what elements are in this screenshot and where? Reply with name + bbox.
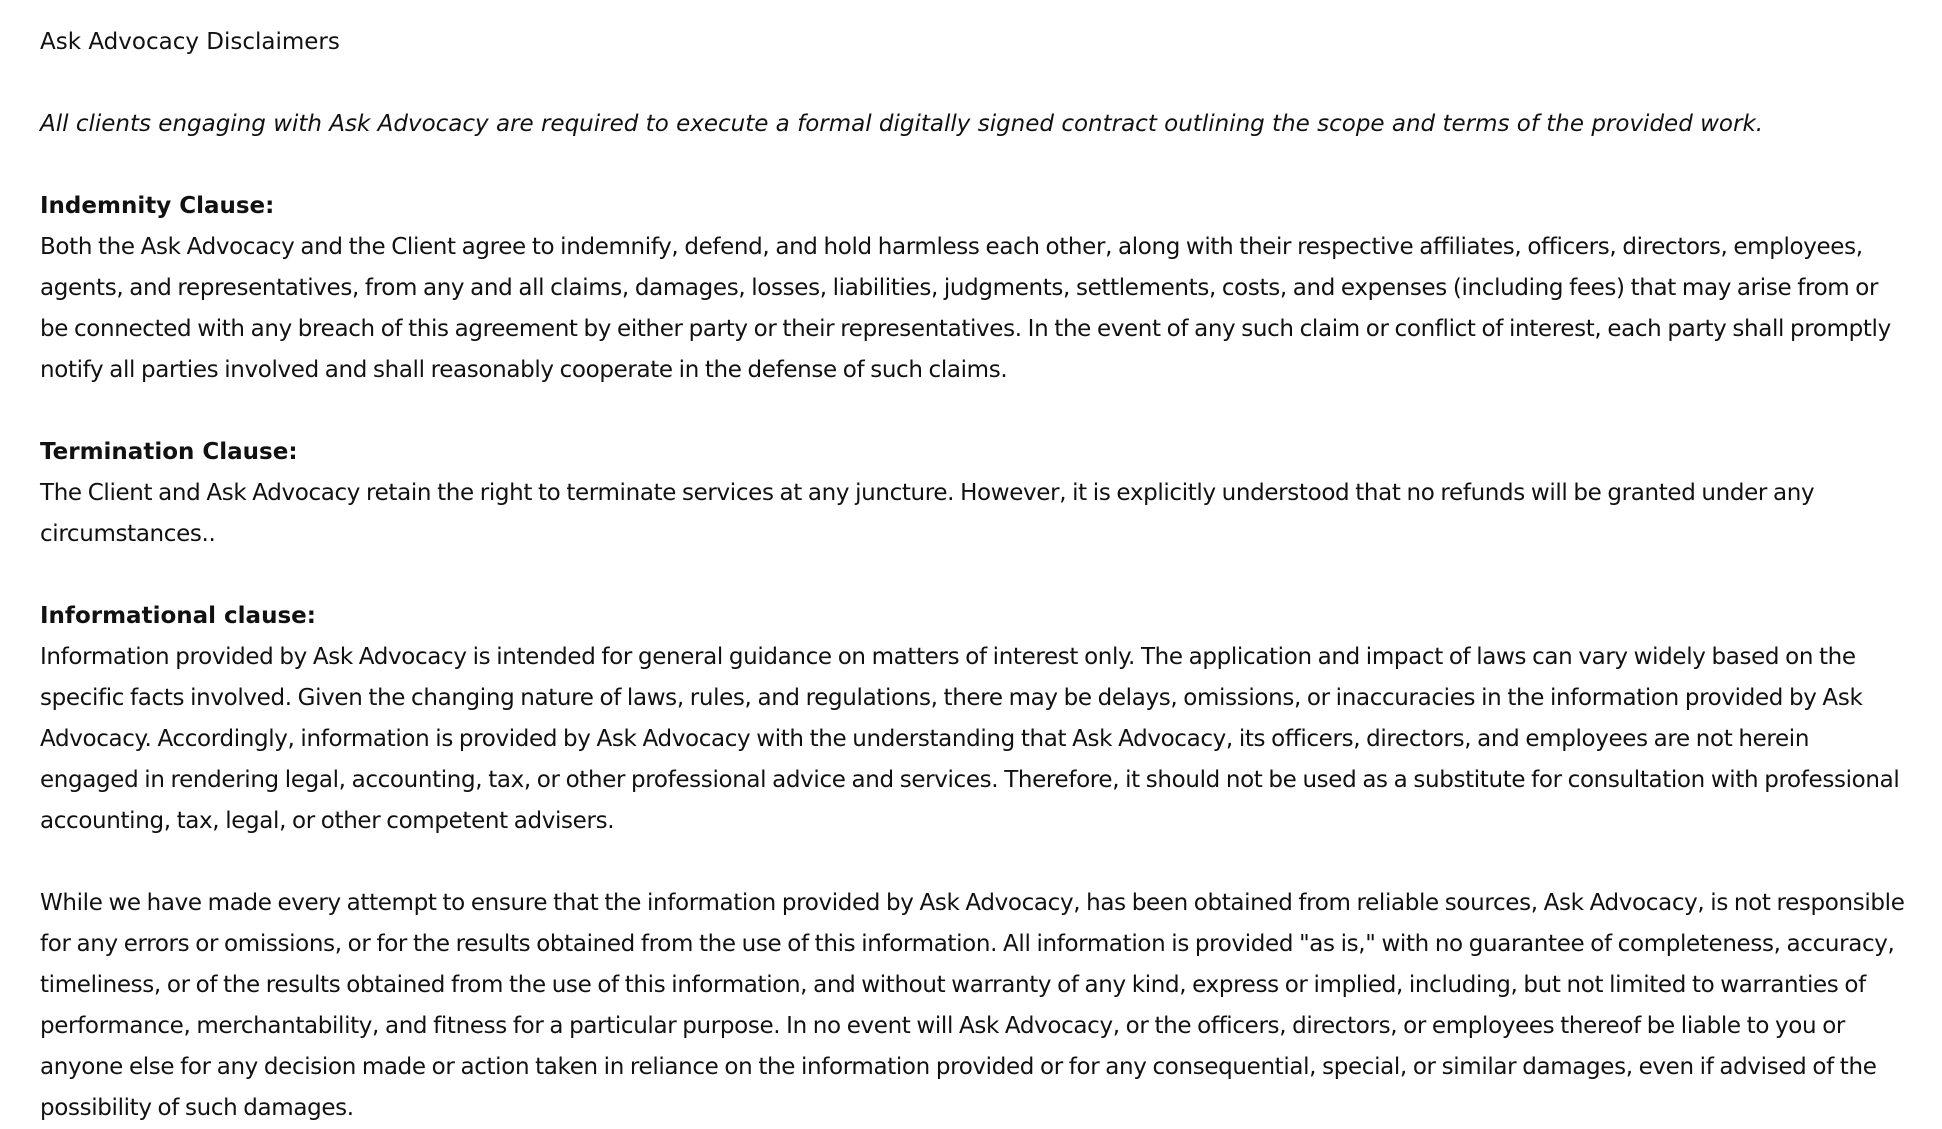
closing-disclaimer: While we have made every attempt to ensure that the information provided by Ask Advocacy, has been obtained from reliable sources, Ask Advocacy, is not responsible for any errors or omissions, or for the results obtained from the use of this information. All information is provided "as is," with no guarantee of completeness, accuracy, timeliness, or of the results obtained from the use of this information, and without warranty of any kind, express or implied, including, but not limited to warranties of performance, merchantability, and fitness for a particular purpose. In no event will Ask Advocacy, or the officers, directors, or employees thereof be liable to you or anyone else for any decision made or action taken in reliance on the information provided or for any consequential, special, or similar damages, even if advised of the possibility of such damages. bbox=[40, 890, 1905, 1121]
indemnity-clause bbox=[40, 186, 1891, 391]
termination-clause bbox=[40, 432, 1860, 555]
page-title: Ask Advocacy Disclaimers bbox=[40, 29, 340, 55]
termination-clause-heading: Termination Clause: bbox=[40, 439, 298, 465]
informational-clause-heading: Informational clause: bbox=[40, 603, 316, 629]
intro-statement: All clients engaging with Ask Advocacy are required to execute a formal digitally signed contract outlining the scope and terms of the provided work. bbox=[40, 111, 1764, 137]
termination-clause-body: The Client and Ask Advocacy retain the right to terminate services at any juncture. However, it is explicitly understood that no refunds will be granted under any circumstances.. bbox=[40, 480, 1815, 547]
informational-clause-body: Information provided by Ask Advocacy is intended for general guidance on matters of interest only. The application and impact of laws can vary widely based on the specific facts involved. Given the changing nature of laws, rules, and regulations, there may be delays, omissions, or inaccuracies in the information provided by Ask Advocacy. Accordingly, information is provided by Ask Advocacy with the understanding that Ask Advocacy, its officers, directors, and employees are not herein engaged in rendering legal, accounting, tax, or other professional advice and services. Therefore, it should not be used as a substitute for consultation with professional accounting, tax, legal, or other competent advisers. bbox=[40, 644, 1900, 834]
informational-clause bbox=[40, 596, 1900, 842]
indemnity-clause-heading: Indemnity Clause: bbox=[40, 193, 275, 219]
indemnity-clause-body: Both the Ask Advocacy and the Client agree to indemnify, defend, and hold harmless each other, along with their respective affiliates, officers, directors, employees, agents, and representatives, from any and all claims, damages, losses, liabilities, judgments, settlements, costs, and expenses (including fees) that may arise from or be connected with any breach of this agreement by either party or their representatives. In the event of any such claim or conflict of interest, each party shall promptly notify all parties involved and shall reasonably cooperate in the defense of such claims. bbox=[40, 234, 1891, 383]
